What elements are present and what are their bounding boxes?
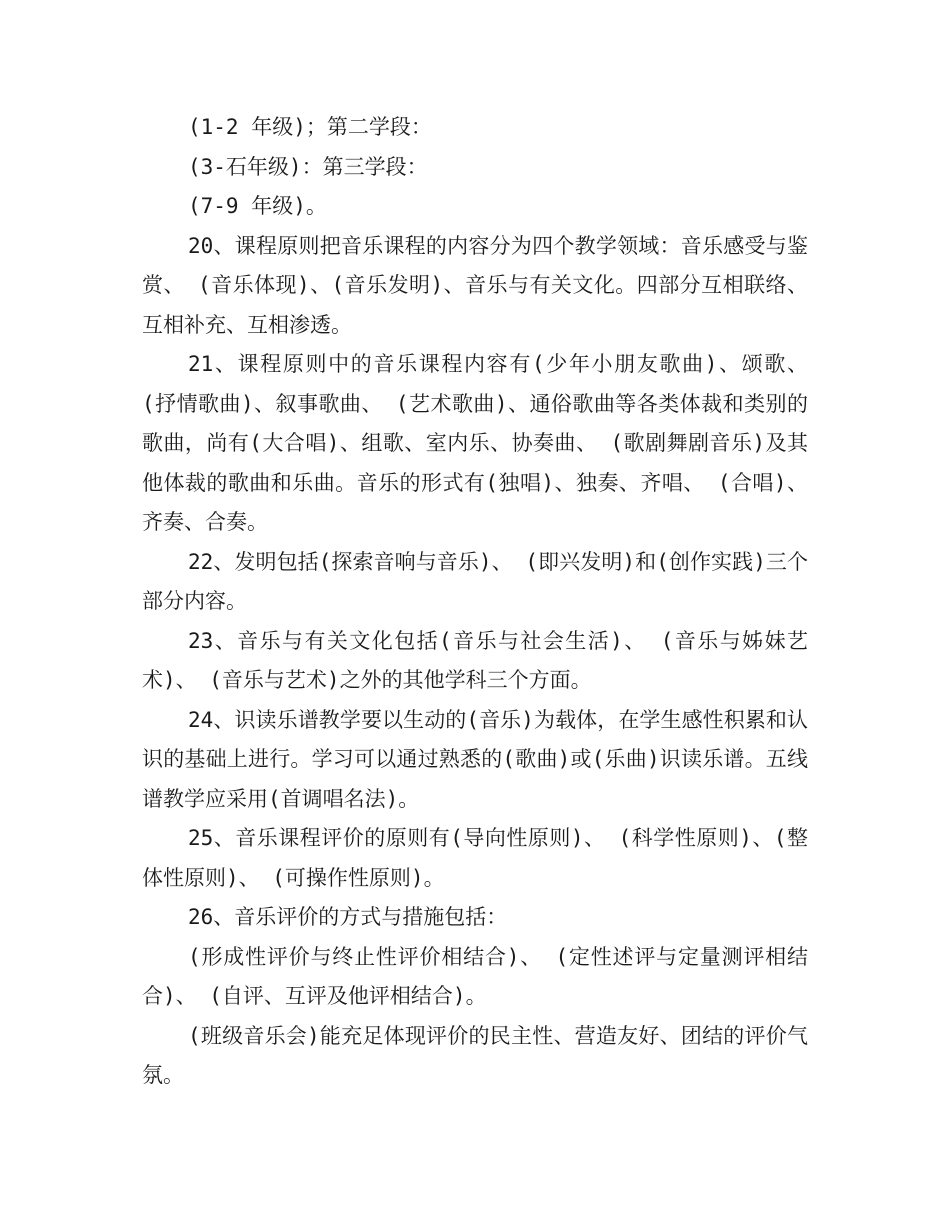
paragraph-grade-1-2: (1-2 年级)；第二学段：: [188, 115, 432, 139]
paragraph-item-26: 26、音乐评价的方式与措施包括：: [188, 905, 508, 929]
paragraph-evaluation-methods: (形成性评价与终止性评价相结合)、 (定性述评与定量测评相结合)、 (自评、互评及他评相结合)。: [142, 944, 808, 1008]
document-body: [142, 108, 821, 1096]
paragraph-grade-3: (3-石年级)：第三学段：: [188, 154, 428, 179]
paragraph-class-concert: (班级音乐会)能充足体现评价的民主性、营造友好、团结的评价气氛。: [142, 1023, 808, 1087]
paragraph-item-23: 23、音乐与有关文化包括(音乐与社会生活)、 (音乐与姊妹艺术)、 (音乐与艺术)之外的其他学科三个方面。: [142, 628, 808, 692]
paragraph-item-20: 20、课程原则把音乐课程的内容分为四个教学领域：音乐感受与鉴赏、 (音乐体现)、(音乐发明)、音乐与有关文化。四部分互相联络、互相补充、互相渗透。: [142, 233, 808, 337]
paragraph-item-22: 22、发明包括(探索音响与音乐)、 (即兴发明)和(创作实践)三个部分内容。: [142, 549, 808, 613]
paragraph-item-21: 21、课程原则中的音乐课程内容有(少年小朋友歌曲)、颂歌、 (抒情歌曲)、叙事歌曲、 (艺术歌曲)、通俗歌曲等各类体裁和类别的歌曲，尚有(大合唱)、组歌、室内乐、协奏曲、 (歌剧舞剧音乐)及其他体裁的歌曲和乐曲。音乐的形式有(独唱)、独奏、齐唱、 (合唱)、齐奏、合奏。: [142, 352, 821, 534]
paragraph-item-25: 25、音乐课程评价的原则有(导向性原则)、 (科学性原则)、(整体性原则)、 (可操作性原则)。: [142, 826, 808, 890]
paragraph-grade-7-9: (7-9 年级)。: [188, 194, 327, 218]
paragraph-item-24: 24、识读乐谱教学要以生动的(音乐)为载体，在学生感性积累和认识的基础上进行。学习可以通过熟悉的(歌曲)或(乐曲)识读乐谱。五线谱教学应采用(首调唱名法)。: [142, 707, 808, 811]
